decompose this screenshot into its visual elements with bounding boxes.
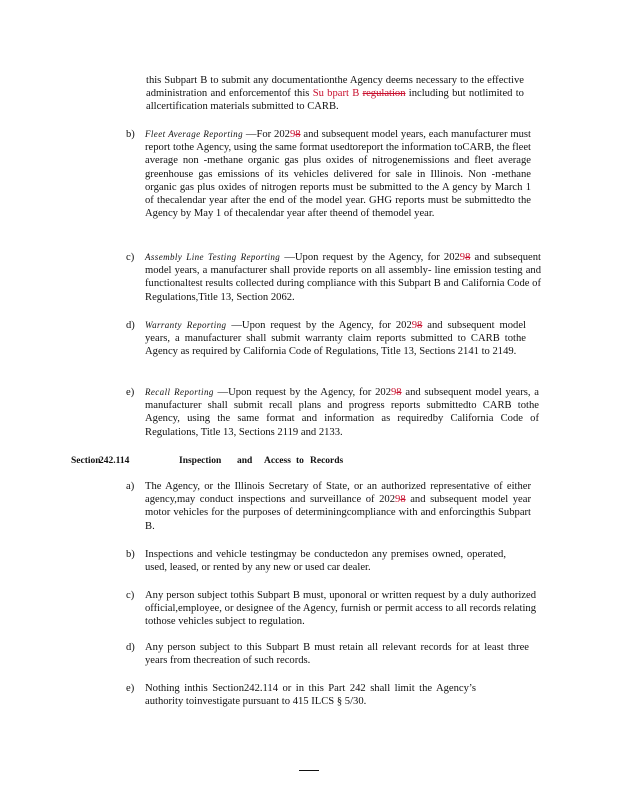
item-label: d) — [126, 642, 135, 653]
footer-divider — [299, 770, 319, 771]
item-body — [145, 480, 531, 533]
item-label: c) — [126, 252, 135, 263]
item-label: e) — [126, 683, 135, 694]
item-text: and subsequent model years, a manufacturer shall submit recall plans and progress reports submittedto CARB tothe Agency, using the same format and information as requiredby California Code of Regulations, Title 13, Sections 2119 and 2133. — [145, 387, 540, 438]
item-label: b) — [126, 129, 135, 140]
deleted-year-digit: 8 — [400, 494, 406, 506]
item-heading: Assembly Line Testing Reporting — [145, 252, 281, 262]
deleted-year-digit: 8 — [295, 129, 301, 140]
item-text: and subsequent model years, a manufacturer shall provide reports on all assembly- line emission testing and functionaltest results collected during compliance with this Subpart B and California Code of Regulations,Title 13, Section 2062. — [145, 252, 541, 303]
item-lead: —Upon request by the Agency, for 202 — [280, 252, 460, 263]
item-body: Inspections and vehicle testingmay be conductedon any premises owned, operated, used, leased, or rented by any new or used car dealer. — [145, 549, 506, 574]
item-lead: —For 202 — [242, 129, 290, 140]
item-text-end: and subsequent model year motor vehicles for the purposes of determiningcompliance with and enforcingthis Subpart B. — [145, 494, 531, 532]
item-heading: Warranty Reporting — [145, 320, 227, 330]
item-body: Any person subject to this Subpart B must retain all relevant records for at least three years from thecreation of such records. — [145, 642, 529, 667]
item-body — [145, 128, 531, 220]
item-body: Any person subject tothis Subpart B must, uponoral or written request by a duly authorized official,employee, or designee of the Agency, furnish or permit access to all records relating tothose vehicles subject to regulation. — [145, 590, 536, 628]
inserted-text: Su bpart B — [312, 88, 360, 100]
deleted-text: regulation — [362, 88, 406, 100]
intro-paragraph — [146, 74, 524, 114]
item-body — [145, 251, 541, 304]
item-text: and subsequent model years, each manufacturer must report tothe Agency, using the same format usedtoreport the information toCARB, the fleet average non -methane organic gas plus oxides of nitrogenemissions and fleet average greenhouse gas emissions of its vehicles delivered for sale in Illinois. Non -methane organic gas plus oxides of nitrogen reports must be submitted to the A gency by March 1 of thecalendar year after the end of the model year. GHG reports must be submittedto the Agency by May 1 of thecalendar year after theend of themodel year. — [145, 129, 531, 220]
section-title-records: Records — [310, 456, 344, 466]
inserted-year-digit: 9 — [391, 387, 397, 398]
deleted-year-digit: 8 — [465, 252, 471, 263]
inserted-year-digit: 9 — [411, 320, 418, 331]
section-title-to: to — [296, 456, 304, 466]
item-label: e) — [126, 387, 135, 398]
intro-text-end: including but notlimited to allcertification materials submitted to CARB. — [146, 88, 524, 113]
item-body: Nothing inthis Section242.114 or in this Part 242 shall limit the Agency’s authority toinvestigate pursuant to 415 ILCS § 5/30. — [145, 683, 476, 708]
item-heading: Recall Reporting — [145, 387, 214, 397]
item-lead: —Upon request by the Agency, for 202 — [226, 320, 412, 331]
section-title-access: Access — [264, 456, 291, 466]
section-title-and: and — [237, 456, 253, 466]
inserted-year-digit: 9 — [395, 494, 401, 506]
item-label: c) — [126, 590, 135, 601]
section-title-inspection: Inspection — [179, 456, 222, 466]
deleted-year-digit: 8 — [417, 320, 423, 331]
inserted-year-digit: 9 — [289, 129, 296, 140]
section-word: Section — [71, 456, 101, 466]
intro-text-start: this Subpart B to submit any documentationthe Agency deems necessary to the effective administration and enforcementof this — [146, 75, 524, 100]
item-label: a) — [126, 481, 135, 492]
item-label: d) — [126, 320, 135, 331]
item-body — [145, 319, 526, 359]
item-body — [145, 386, 539, 439]
section-number: 242.114 — [99, 456, 130, 466]
item-heading: Fleet Average Reporting — [145, 129, 243, 139]
item-lead: —Upon request by the Agency, for 202 — [213, 387, 391, 398]
inserted-year-digit: 9 — [459, 252, 466, 263]
item-text-start: The Agency, or the Illinois Secretary of State, or an authorized representative of either agency,may conduct inspections and surveillance of 202 — [145, 481, 531, 506]
item-text: and subsequent model years, a manufacturer shall submit warranty claim reports submitted to CARB tothe Agency as required by California Code of Regulations, Title 13, Sections 2141 to 2149. — [145, 320, 526, 358]
deleted-year-digit: 8 — [396, 387, 402, 398]
item-label: b) — [126, 549, 135, 560]
